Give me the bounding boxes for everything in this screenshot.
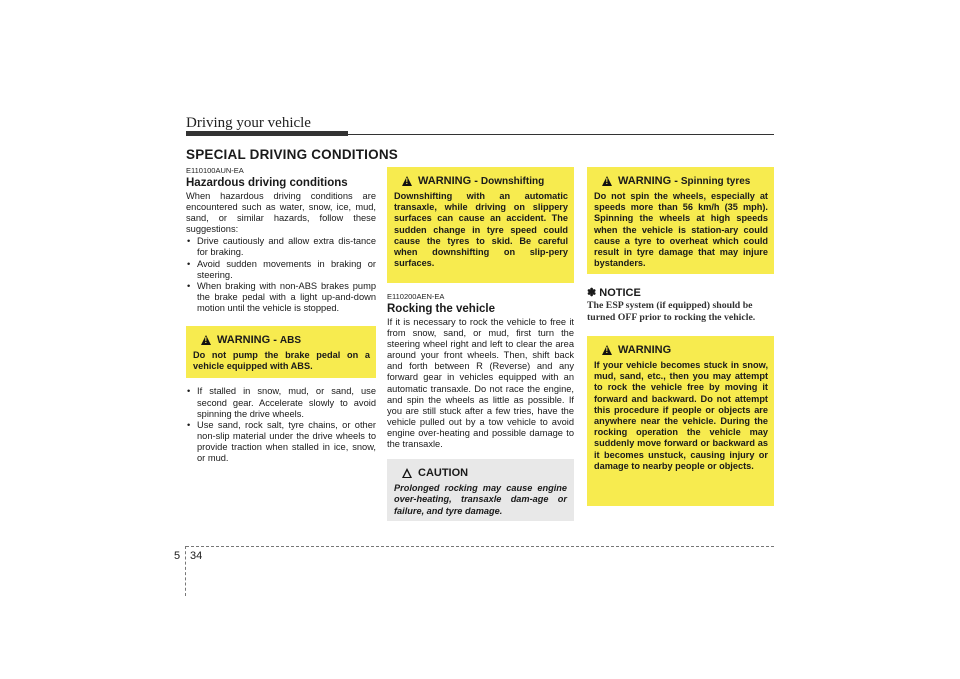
heading-rocking-vehicle: Rocking the vehicle — [387, 303, 496, 315]
bullet-list — [186, 236, 376, 314]
list-item: • Avoid sudden movements in braking or steering. — [186, 259, 376, 281]
warning-label: WARNING — [618, 344, 672, 356]
warning-box-stuck — [587, 336, 774, 506]
warning-triangle-icon — [602, 345, 612, 355]
section-code: E110200AEN-EA — [387, 292, 445, 301]
rocking-paragraph: If it is necessary to rock the vehicle to free it from snow, sand, or mud, first turn the steering wheel right and left to clear the area around your front wheels. Then, shift back and forth between R (Reverse) and any forward gear in vehicles equipped with an automatic transaxle. Do not race the engine, and spin the wheels as little as possible. If you are still stuck after a few tries, have the vehicle pulled out by a tow vehicle to avoid engine over-heating and possible damage to the transaxle. — [387, 317, 574, 450]
section-code: E110100AUN-EA — [186, 166, 244, 175]
caution-label: CAUTION — [418, 467, 469, 480]
warning-triangle-icon — [402, 176, 412, 186]
warning-label: WARNING - — [217, 334, 277, 347]
caution-triangle-icon — [402, 468, 412, 478]
warning-text: Downshifting with an automatic transaxle, while driving on slippery surfaces can cause an accident. The sudden change in tyre speed could cause the tyres to skid. Be careful when downshifting on slip-pery surfaces. — [394, 191, 568, 269]
footer-divider — [185, 546, 186, 596]
section-title: SPECIAL DRIVING CONDITIONS — [186, 147, 398, 162]
column-2 — [387, 167, 574, 521]
list-item: • When braking with non-ABS brakes pump the brake pedal with a light up-and-down motion until the vehicle is stopped. — [186, 281, 376, 314]
warning-text: If your vehicle becomes stuck in snow, mud, sand, etc., then you may attempt to rock the vehicle free by moving it forward and backward. Do not attempt this procedure if people or objects are anywhere near the vehicle. During the rocking operation the vehicle may suddenly move forward or backward as it becomes unstuck, causing injury or damage to nearby people or objects. — [594, 360, 768, 471]
list-item: • Use sand, rock salt, tyre chains, or other non-slip material under the drive wheels to provide traction when stalled in ice, snow, or mud. — [186, 420, 376, 464]
page-number: 34 — [190, 550, 203, 562]
notice-title: ✽ NOTICE — [587, 287, 641, 299]
header-rule — [186, 134, 774, 135]
list-item: • If stalled in snow, mud, or sand, use second gear. Accelerate slowly to avoid spinning the drive wheels. — [186, 386, 376, 419]
warning-triangle-icon — [201, 335, 211, 345]
warning-box-abs — [186, 326, 376, 378]
bullet-list-2 — [186, 386, 376, 464]
warning-subject: ABS — [279, 334, 302, 346]
caution-text: Prolonged rocking may cause engine over-heating, transaxle dam-age or failure, and tyre damage. — [394, 483, 567, 516]
chapter-number: 5 — [174, 550, 181, 562]
intro-paragraph: When hazardous driving conditions are encountered such as water, snow, ice, mud, sand, or similar hazards, follow these suggestions: — [186, 191, 376, 235]
warning-label: WARNING - — [618, 175, 678, 187]
warning-text: Do not pump the brake pedal on a vehicle equipped with ABS. — [193, 350, 370, 372]
warning-subject: Spinning tyres — [680, 175, 751, 187]
heading-hazardous-driving: Hazardous driving conditions — [186, 177, 348, 189]
running-header: Driving your vehicle — [186, 115, 311, 131]
column-3 — [587, 167, 774, 506]
warning-text: Do not spin the wheels, especially at speeds more than 56 km/h (35 mph). Spinning the wheels at high speeds when the vehicle is station-ary could cause a tyre to overheat which could result in tyre damage that may injure bystanders. — [594, 191, 768, 269]
warning-label: WARNING - — [418, 175, 478, 187]
warning-box-spinning-tyres — [587, 167, 774, 274]
warning-box-downshifting — [387, 167, 574, 283]
footer-rule — [186, 546, 774, 547]
notice-text: The ESP system (if equipped) should be turned OFF prior to rocking the vehicle. — [587, 300, 756, 323]
list-item: • Drive cautiously and allow extra dis-tance for braking. — [186, 236, 376, 258]
column-1 — [186, 166, 376, 464]
warning-subject: Downshifting — [480, 175, 545, 187]
warning-triangle-icon — [602, 176, 612, 186]
caution-box — [387, 459, 574, 521]
